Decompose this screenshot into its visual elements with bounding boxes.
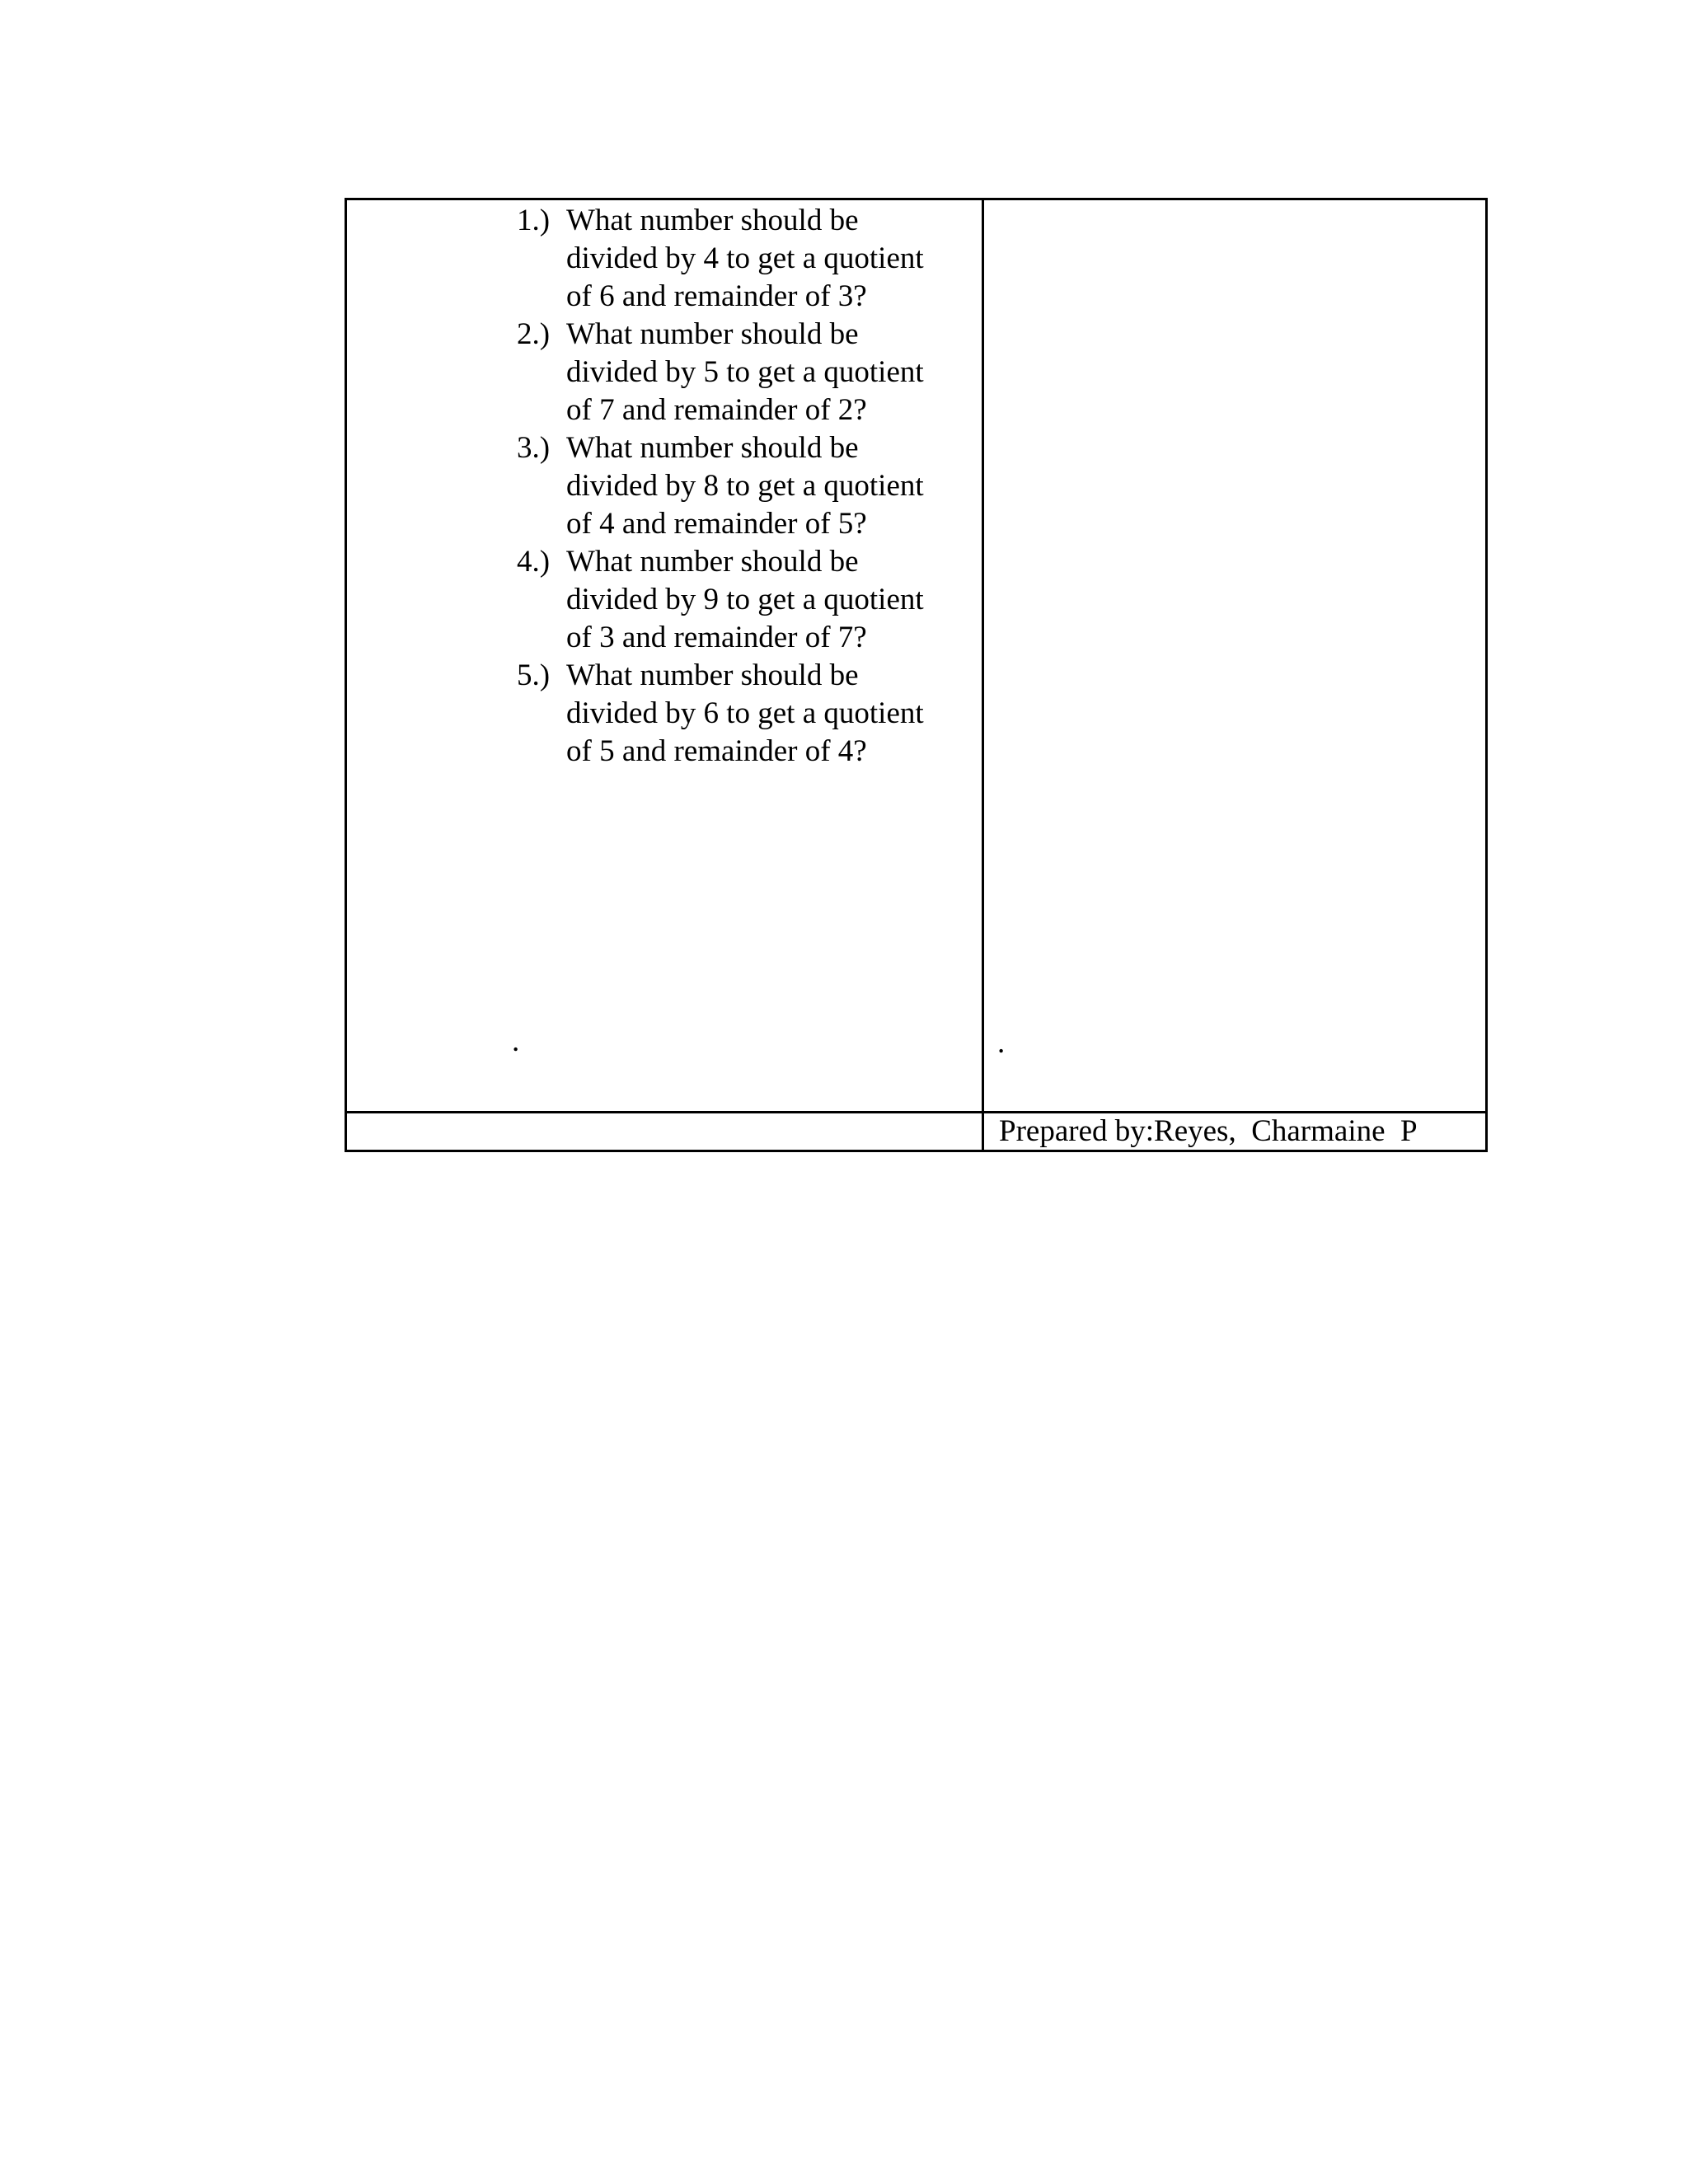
question-text: What number should be divided by 8 to get a quotient of 4 and remainder of 5?: [566, 431, 924, 541]
right-period-mark: .: [997, 1026, 1006, 1060]
list-item: [517, 429, 945, 543]
footer-row: [346, 1113, 1487, 1151]
footer-prepared-cell: [983, 1113, 1487, 1151]
left-period-mark: .: [512, 1024, 520, 1058]
questions-cell: [346, 199, 983, 1113]
prepared-by-text: Prepared by:Reyes, Charmaine P: [999, 1114, 1418, 1148]
question-list: [517, 202, 945, 771]
question-number: 2.): [517, 317, 551, 351]
worksheet-table: [345, 198, 1488, 1152]
list-item: [517, 657, 945, 771]
list-item: [517, 543, 945, 657]
question-text: What number should be divided by 4 to get a quotient of 6 and remainder of 3?: [566, 204, 924, 313]
question-text: What number should be divided by 5 to get a quotient of 7 and remainder of 2?: [566, 317, 924, 427]
question-number: 5.): [517, 658, 551, 692]
content-row: [346, 199, 1487, 1113]
list-item: [517, 202, 945, 316]
list-item: [517, 316, 945, 429]
question-number: 3.): [517, 431, 551, 465]
question-number: 4.): [517, 545, 551, 579]
question-text: What number should be divided by 6 to get a quotient of 5 and remainder of 4?: [566, 658, 924, 768]
answer-cell: [983, 199, 1487, 1113]
footer-empty-cell: [346, 1113, 983, 1151]
question-text: What number should be divided by 9 to get a quotient of 3 and remainder of 7?: [566, 545, 924, 654]
question-number: 1.): [517, 204, 551, 237]
